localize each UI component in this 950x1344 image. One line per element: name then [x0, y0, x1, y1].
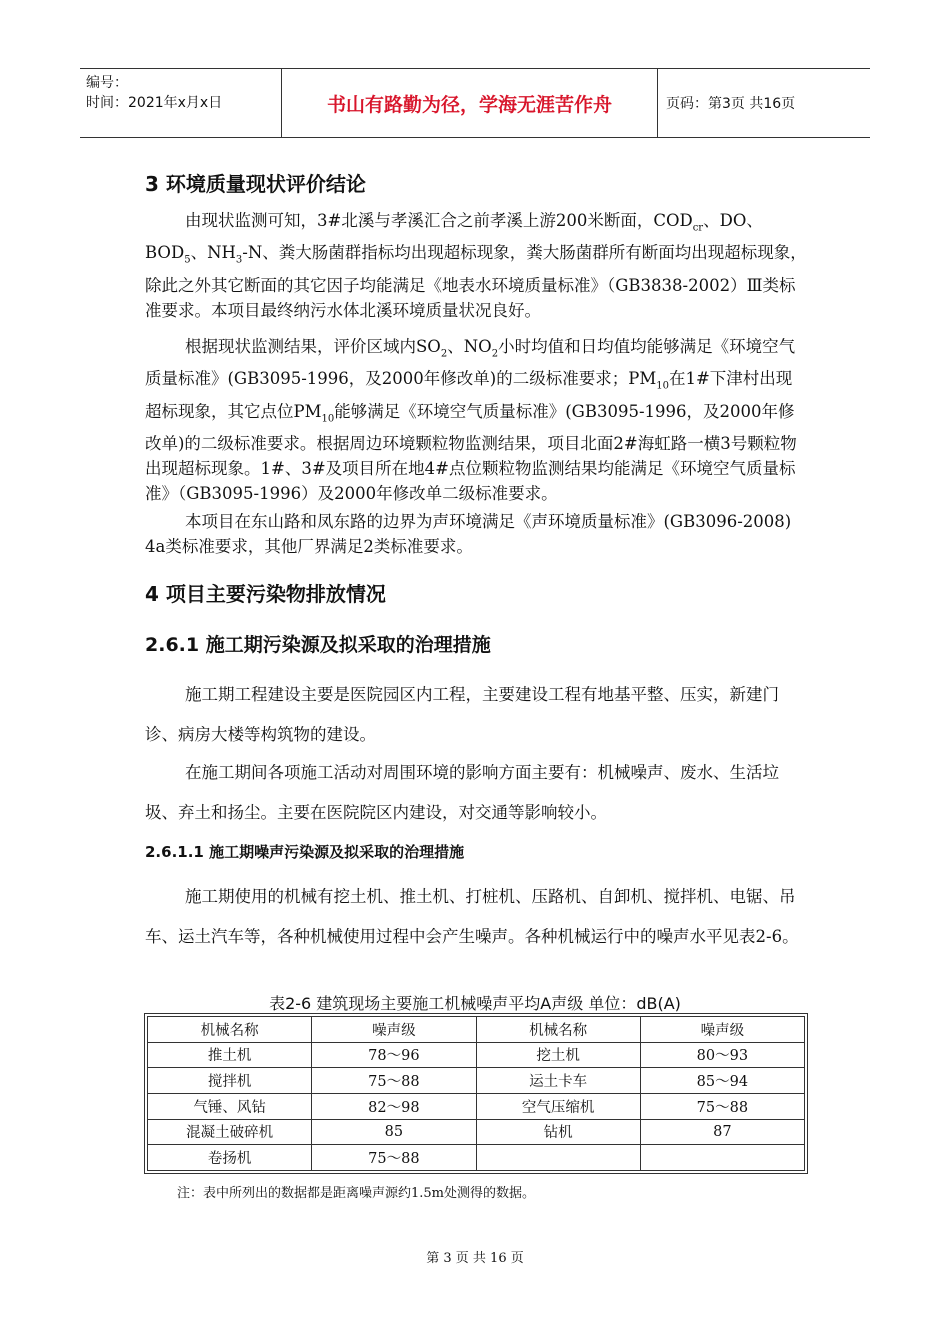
table-header-cell: 噪声级 [312, 1017, 476, 1043]
page-footer: 第 3 页 共 16 页 [426, 1251, 524, 1266]
table-header-cell: 机械名称 [148, 1017, 312, 1043]
subsubsection-title: 2.6.1.1 施工期噪声污染源及拟采取的治理措施 [145, 843, 465, 861]
table-note: 注：表中所列出的数据都是距离噪声源约1.5m处测得的数据。 [177, 1186, 536, 1201]
text-run: 能够满足《环境空气质量标准》(GB3095-1996，及2000年修改单)的二级标准要求。根据周边环境颗粒物监测结果，项目北面2#海虹路一横3号颗粒物出现超标现象。1#、3#及项目所在地4#点位颗粒物监测结果均能满足《环境空气质量标准》（GB3095-1996）及2000年修改单二级标准要求。 [145, 401, 797, 503]
subscript: 2 [440, 348, 448, 360]
header-page-label: 页码：第3页 共16页 [666, 96, 796, 112]
table-cell: 78～96 [312, 1042, 476, 1068]
text-run: 、NO [447, 337, 492, 356]
table-header-row [148, 1017, 805, 1043]
table-cell: 运土卡车 [476, 1068, 640, 1094]
text-run: 施工期使用的机械有挖土机、推土机、打桩机、压路机、自卸机、搅拌机、电锯、吊车、运土汽车等，各种机械使用过程中会产生噪声。各种机械运行中的噪声水平见表2-6。 [145, 887, 799, 946]
text-run: 、DO、BOD [145, 211, 763, 263]
section3-paragraph-3 [145, 509, 807, 559]
table-row [148, 1093, 805, 1119]
text-run: 由现状监测可知，3#北溪与孝溪汇合之前孝溪上游200米断面，COD [185, 211, 693, 230]
table-cell [640, 1145, 804, 1171]
section4-title: 4 项目主要污染物排放情况 [145, 582, 386, 606]
text-run: 根据现状监测结果，评价区域内SO [185, 337, 441, 356]
section3-title: 3 环境质量现状评价结论 [145, 172, 366, 196]
table-cell: 卷扬机 [148, 1145, 312, 1171]
table-cell: 87 [640, 1119, 804, 1145]
table-cell: 搅拌机 [148, 1068, 312, 1094]
text-run: 在施工期间各项施工活动对周围环境的影响方面主要有：机械噪声、废水、生活垃圾、弃土和扬尘。主要在医院院区内建设，对交通等影响较小。 [145, 763, 779, 822]
table-cell: 气锤、风钻 [148, 1093, 312, 1119]
subscript: cr [692, 222, 704, 234]
section4-paragraph-1 [145, 675, 807, 755]
table-row [148, 1068, 805, 1094]
table-row [148, 1119, 805, 1145]
table-row [148, 1145, 805, 1171]
doc-time-label: 时间：2021年x月x日 [86, 95, 223, 111]
table-cell: 75～88 [312, 1145, 476, 1171]
text-run: 施工期工程建设主要是医院园区内工程，主要建设工程有地基平整、压实，新建门诊、病房大楼等构筑物的建设。 [145, 685, 779, 744]
table-cell: 推土机 [148, 1042, 312, 1068]
text-run: 在1#下津村出现超标现象，其它点位PM [145, 369, 793, 421]
subsection-title: 2.6.1 施工期污染源及拟采取的治理措施 [145, 634, 491, 656]
table-header-cell: 噪声级 [640, 1017, 804, 1043]
header-meta [80, 69, 282, 137]
header-motto: 书山有路勤为径，学海无涯苦作舟 [282, 69, 658, 137]
subscript: 5 [184, 254, 191, 266]
table-cell: 75～88 [312, 1068, 476, 1094]
table-cell: 钻机 [476, 1119, 640, 1145]
section3-paragraph-2 [145, 334, 807, 506]
subscript: 10 [321, 412, 335, 424]
section3-paragraph-1 [145, 208, 807, 323]
table-header-cell: 机械名称 [476, 1017, 640, 1043]
table-cell: 挖土机 [476, 1042, 640, 1068]
table-cell: 85 [312, 1119, 476, 1145]
subscript: 3 [235, 254, 243, 266]
text-run: -N、粪大肠菌群指标均出现超标现象，粪大肠菌群所有断面均出现超标现象，除此之外其它断面的其它因子均能满足《地表水环境质量标准》（GB3838-2002）Ⅲ类标准要求。本项目最终纳污水体北溪环境质量状况良好。 [145, 243, 807, 320]
table-cell: 80～93 [640, 1042, 804, 1068]
section4-paragraph-3 [145, 877, 807, 957]
table-cell: 82～98 [312, 1093, 476, 1119]
table-caption: 表2-6 建筑现场主要施工机械噪声平均A声级 单位：dB(A) [269, 994, 681, 1013]
section4-paragraph-2 [145, 753, 807, 833]
table-cell [476, 1145, 640, 1171]
doc-number-label: 编号： [86, 75, 128, 91]
table-cell: 85～94 [640, 1068, 804, 1094]
noise-table [144, 1013, 808, 1174]
text-run: 本项目在东山路和凤东路的边界为声环境满足《声环境质量标准》(GB3096-2008) 4a类标准要求，其他厂界满足2类标准要求。 [145, 512, 792, 556]
text-run: 小时均值和日均值均能够满足《环境空气质量标准》(GB3095-1996，及2000年修改单)的二级标准要求；PM [145, 337, 796, 389]
subscript: 10 [656, 380, 669, 392]
table-cell: 空气压缩机 [476, 1093, 640, 1119]
table-row [148, 1042, 805, 1068]
text-run: 、NH [190, 243, 236, 263]
table-cell: 75～88 [640, 1093, 804, 1119]
subscript: 2 [491, 348, 499, 360]
table-cell: 混凝土破碎机 [148, 1119, 312, 1145]
page-header [80, 68, 870, 138]
